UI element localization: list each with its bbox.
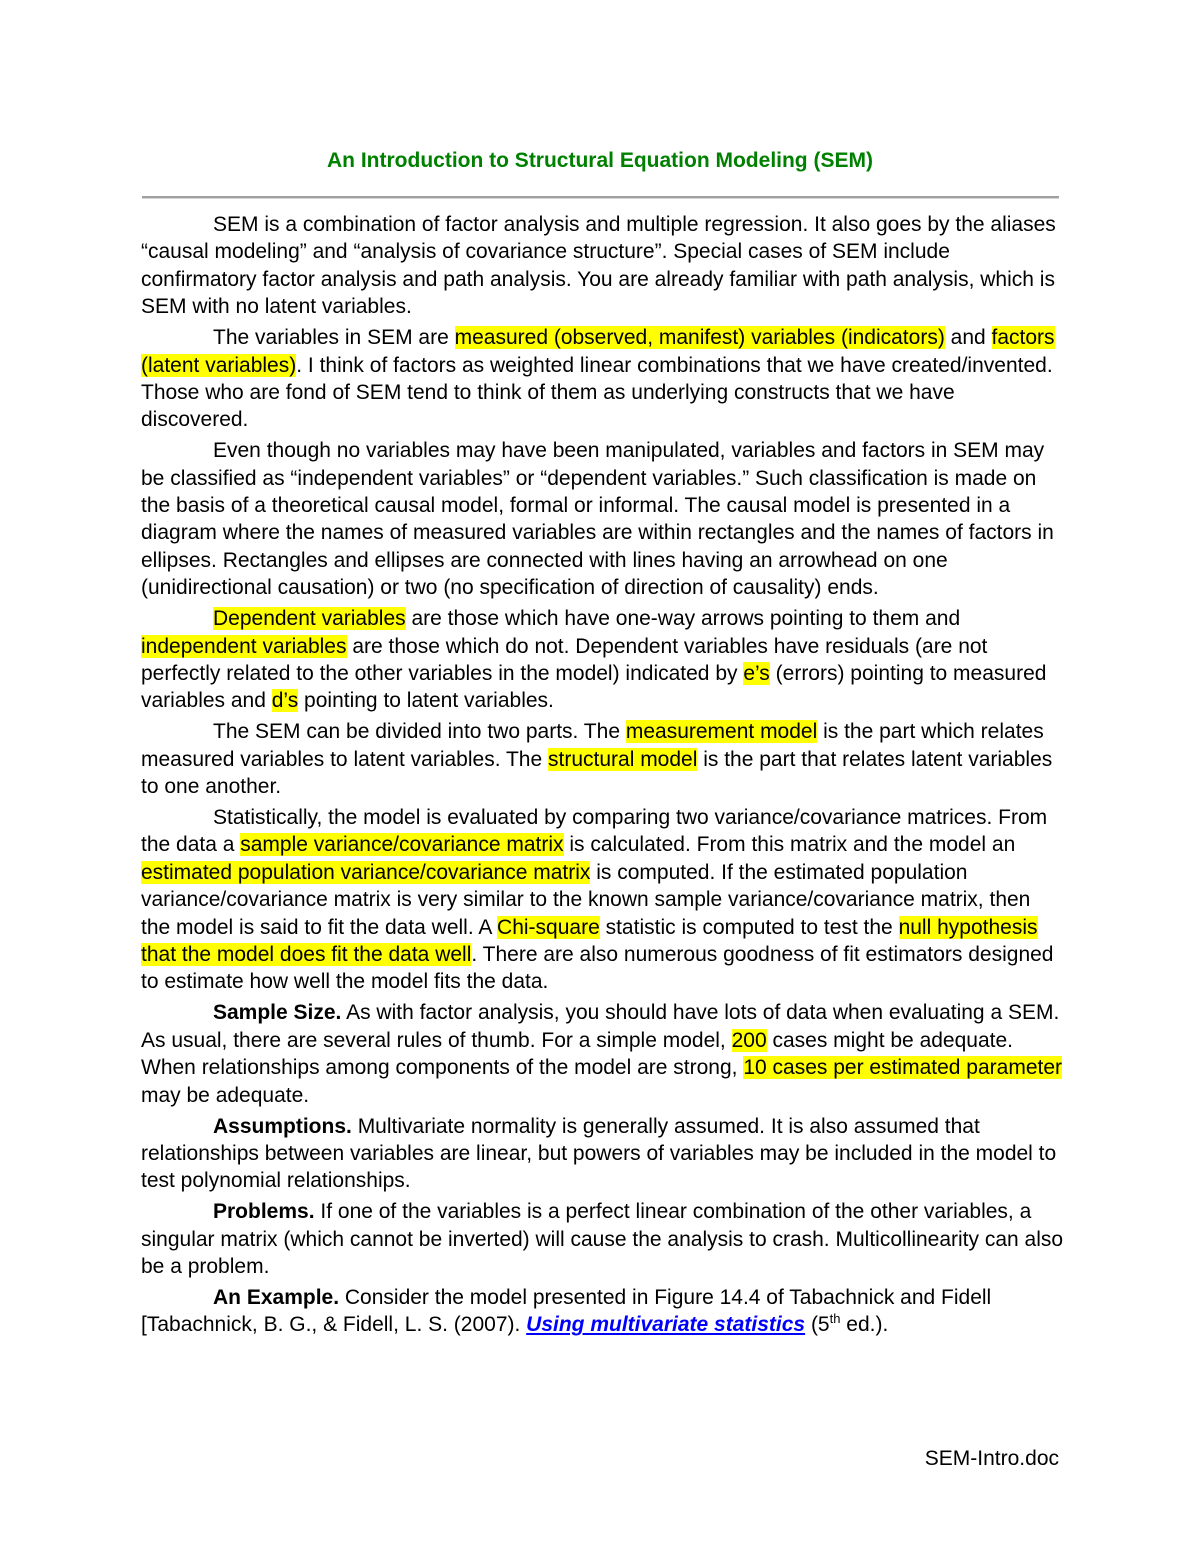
- section-heading: Problems.: [213, 1200, 315, 1224]
- paragraph-text: is computed. If the estimated population variance/covariance matrix is very similar to the known sample variance/covariance matrix, then the model is said to fit the data well. A: [141, 860, 1031, 939]
- paragraph-text: Multivariate normality is generally assumed. It is also assumed that relationships between variables are linear, but powers of variables may be included in the model to test polynomial relationships.: [141, 1114, 1057, 1193]
- paragraph-text: statistic is computed to test the: [599, 915, 899, 939]
- highlight-null-hypothesis: null hypothesis that the model does fit the data well: [141, 915, 1038, 967]
- paragraph-classification: [141, 437, 1065, 601]
- paragraph-text: SEM is a combination of factor analysis and multiple regression. It also goes by the aliases “causal modeling” and “analysis of covariance structure”. Special cases of SEM include confirmatory factor analysis and path analysis. You are already familiar with path analysis, which is SEM with no latent variables.: [141, 213, 1056, 319]
- paragraph-text: is calculated. From this matrix and the model an: [563, 833, 1016, 857]
- paragraph-text: The variables in SEM are: [213, 326, 455, 350]
- paragraph-text: are those which have one-way arrows pointing to them and: [405, 607, 961, 631]
- document-body: [141, 211, 1065, 1342]
- paragraph-text: is the part which relates measured variables to latent variables. The: [141, 720, 1044, 771]
- superscript: th: [829, 1311, 841, 1327]
- paragraph-text: Consider the model presented in Figure 14.4 of Tabachnick and Fidell [Tabachnick, B. G., & Fidell, L. S. (2007).: [141, 1285, 992, 1337]
- section-heading: An Example.: [213, 1285, 340, 1309]
- highlight-disturbances: d’s: [271, 689, 299, 713]
- paragraph-problems: [141, 1198, 1065, 1280]
- paragraph-text: ed.).: [840, 1313, 889, 1337]
- paragraph-text: pointing to latent variables.: [298, 689, 554, 713]
- highlight-errors: e’s: [743, 662, 770, 685]
- paragraph-sample-size: [141, 999, 1065, 1109]
- highlight-independent-variables: independent variables: [141, 634, 347, 658]
- highlight-cases-per-parameter: 10 cases per estimated parameter: [743, 1056, 1063, 1080]
- highlight-measured-variables: measured (observed, manifest) variables (indicators): [454, 326, 945, 350]
- paragraph-text: . There are also numerous goodness of fit estimators designed to estimate how well the model fits the data.: [141, 943, 1054, 994]
- section-heading: Assumptions.: [213, 1114, 352, 1138]
- paragraph-variables: [141, 324, 1065, 434]
- paragraph-assumptions: [141, 1113, 1065, 1195]
- highlight-measurement-model: measurement model: [625, 720, 818, 744]
- highlight-sample-matrix: sample variance/covariance matrix: [240, 833, 564, 857]
- paragraph-example: [141, 1284, 1065, 1339]
- paragraph-text: (errors) pointing to measured variables and: [141, 662, 1047, 713]
- paragraph-dependent-independent: [141, 605, 1065, 715]
- paragraph-text: and: [944, 326, 992, 350]
- paragraph-text: Even though no variables may have been manipulated, variables and factors in SEM may be classified as “independent variables” or “dependent variables.” Such classification is made on the basis of a theoretical causal model, formal or informal. The causal model is presented in a diagram where the names of measured variables are within rectangles and the names of factors in ellipses. Rectangles and ellipses are connected with lines having an arrowhead on one (unidirectional causation) or two (no specification of direction of causality) ends.: [141, 439, 1054, 600]
- highlight-dependent-variables: Dependent variables: [213, 607, 406, 631]
- paragraph-text: cases might be adequate. When relationships among components of the model are strong,: [141, 1028, 1013, 1080]
- paragraph-text: If one of the variables is a perfect linear combination of the other variables, a singular matrix (which cannot be inverted) will cause the analysis to crash. Multicollinearity can also be a problem.: [141, 1200, 1064, 1279]
- document-title: An Introduction to Structural Equation Modeling (SEM): [327, 149, 873, 172]
- paragraph-text: . I think of factors as weighted linear combinations that we have created/invented. Those who are fond of SEM tend to think of them as underlying constructs that we have discovered.: [141, 353, 1053, 432]
- paragraph-statistics: [141, 804, 1065, 996]
- paragraph-text: As with factor analysis, you should have lots of data when evaluating a SEM. As usual, there are several rules of thumb. For a simple model,: [141, 1001, 1060, 1052]
- paragraph-text: Statistically, the model is evaluated by comparing two variance/covariance matrices. From the data a: [141, 806, 1048, 857]
- paragraph-text: may be adequate.: [141, 1083, 310, 1107]
- paragraph-text: is the part that relates latent variables to one another.: [141, 747, 1053, 799]
- book-title-link[interactable]: Using multivariate statistics: [526, 1313, 806, 1337]
- paragraph-text: are those which do not. Dependent variables have residuals (are not perfectly related to the other variables in the model) indicated by: [141, 634, 988, 685]
- title-divider: [142, 196, 1059, 199]
- highlight-estimated-matrix: estimated population variance/covariance matrix: [141, 860, 591, 884]
- paragraph-text: The SEM can be divided into two parts. The: [213, 720, 626, 744]
- section-heading: Sample Size.: [213, 1001, 342, 1025]
- highlight-factors: factors (latent variables): [141, 326, 1055, 377]
- highlight-200: 200: [731, 1028, 767, 1052]
- highlight-structural-model: structural model: [548, 747, 698, 771]
- paragraph-intro: [141, 211, 1065, 321]
- page-footer: SEM-Intro.doc: [924, 1447, 1059, 1470]
- paragraph-two-parts: [141, 718, 1065, 800]
- paragraph-text: (5: [805, 1313, 830, 1337]
- highlight-chi-square: Chi-square: [497, 915, 600, 939]
